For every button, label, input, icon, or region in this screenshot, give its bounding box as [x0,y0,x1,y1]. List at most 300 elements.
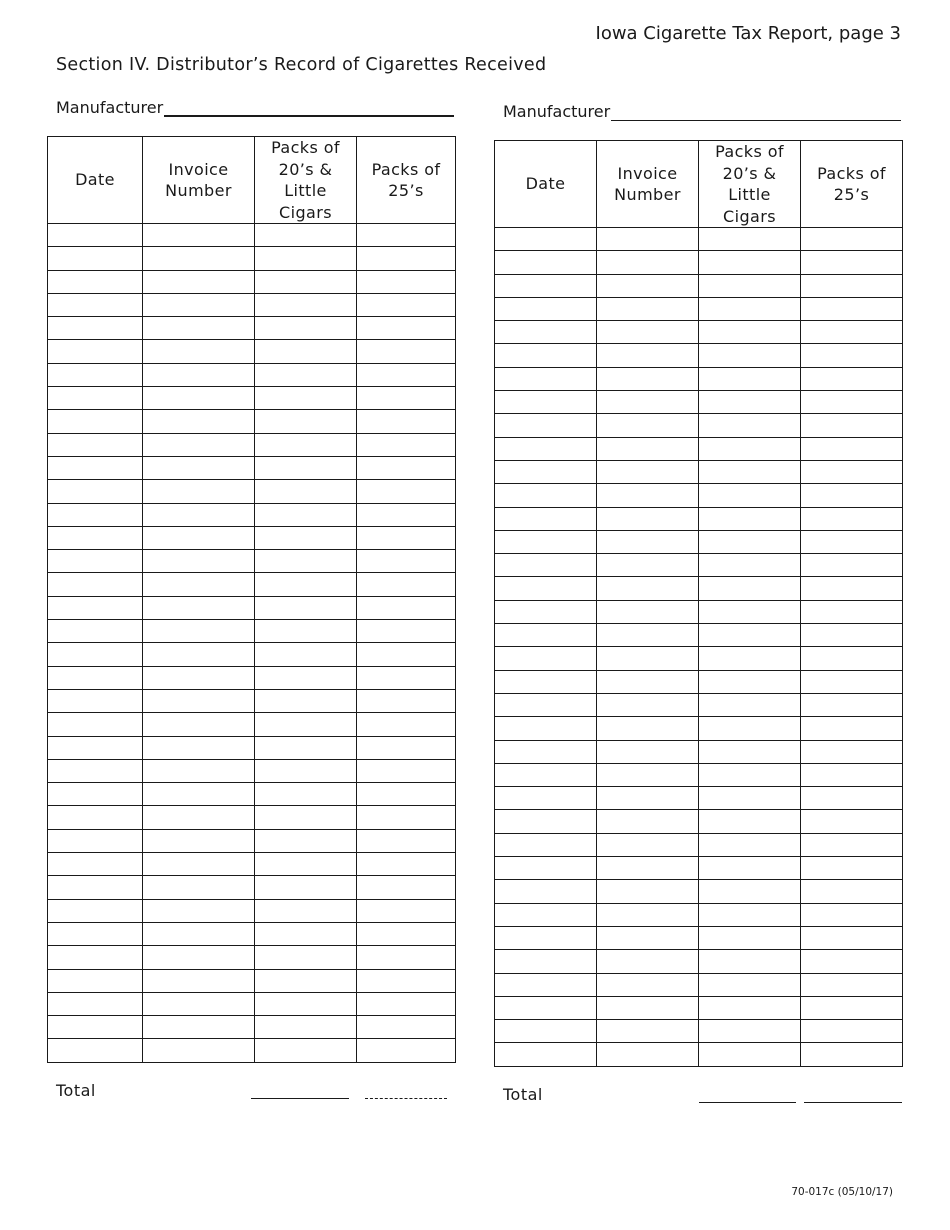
date-cell[interactable] [495,577,597,600]
packs-25s-cell[interactable] [357,829,456,852]
packs-25s-cell[interactable] [801,810,903,833]
invoice-number-cell[interactable] [143,433,255,456]
date-cell[interactable] [48,736,143,759]
packs-20s-cell[interactable] [699,577,801,600]
date-cell[interactable] [495,391,597,414]
date-cell[interactable] [495,647,597,670]
packs-20s-cell[interactable] [255,899,357,922]
invoice-number-cell[interactable] [143,783,255,806]
packs-20s-cell[interactable] [699,344,801,367]
packs-20s-cell[interactable] [699,228,801,251]
date-cell[interactable] [48,1016,143,1039]
date-cell[interactable] [48,270,143,293]
invoice-number-cell[interactable] [597,437,699,460]
packs-25s-cell[interactable] [801,880,903,903]
packs-25s-cell[interactable] [801,857,903,880]
packs-25s-cell[interactable] [357,456,456,479]
date-cell[interactable] [48,224,143,247]
packs-20s-cell[interactable] [255,620,357,643]
packs-20s-cell[interactable] [699,670,801,693]
packs-25s-cell[interactable] [357,573,456,596]
total-packs-25s-field[interactable] [365,1098,447,1099]
packs-20s-cell[interactable] [255,456,357,479]
packs-20s-cell[interactable] [255,550,357,573]
packs-20s-cell[interactable] [255,829,357,852]
date-cell[interactable] [495,857,597,880]
packs-20s-cell[interactable] [255,293,357,316]
packs-25s-cell[interactable] [801,228,903,251]
date-cell[interactable] [48,363,143,386]
packs-20s-cell[interactable] [699,297,801,320]
packs-25s-cell[interactable] [357,759,456,782]
packs-20s-cell[interactable] [255,689,357,712]
date-cell[interactable] [48,759,143,782]
date-cell[interactable] [495,251,597,274]
packs-20s-cell[interactable] [255,992,357,1015]
packs-25s-cell[interactable] [801,717,903,740]
packs-25s-cell[interactable] [357,899,456,922]
invoice-number-cell[interactable] [143,1039,255,1062]
packs-25s-cell[interactable] [357,410,456,433]
packs-25s-cell[interactable] [801,973,903,996]
invoice-number-cell[interactable] [597,880,699,903]
packs-20s-cell[interactable] [699,647,801,670]
invoice-number-cell[interactable] [597,810,699,833]
packs-25s-cell[interactable] [357,317,456,340]
date-cell[interactable] [48,247,143,270]
date-cell[interactable] [48,992,143,1015]
packs-25s-cell[interactable] [357,433,456,456]
date-cell[interactable] [495,787,597,810]
invoice-number-cell[interactable] [143,596,255,619]
packs-25s-cell[interactable] [357,387,456,410]
invoice-number-cell[interactable] [597,670,699,693]
invoice-number-cell[interactable] [143,480,255,503]
date-cell[interactable] [48,573,143,596]
date-cell[interactable] [495,1020,597,1043]
date-cell[interactable] [495,880,597,903]
packs-25s-cell[interactable] [357,596,456,619]
table-row [495,367,903,390]
packs-25s-cell[interactable] [801,740,903,763]
date-cell[interactable] [495,530,597,553]
packs-20s-cell[interactable] [255,526,357,549]
packs-20s-cell[interactable] [255,503,357,526]
packs-20s-cell[interactable] [699,321,801,344]
packs-20s-cell[interactable] [255,1039,357,1062]
packs-20s-cell[interactable] [699,740,801,763]
date-cell[interactable] [495,414,597,437]
packs-25s-cell[interactable] [357,853,456,876]
date-cell[interactable] [495,810,597,833]
packs-25s-cell[interactable] [801,996,903,1019]
packs-25s-cell[interactable] [357,736,456,759]
invoice-number-cell[interactable] [597,554,699,577]
invoice-number-cell[interactable] [143,1016,255,1039]
date-cell[interactable] [48,666,143,689]
date-cell[interactable] [495,484,597,507]
invoice-number-cell[interactable] [597,787,699,810]
invoice-number-cell[interactable] [597,321,699,344]
packs-20s-cell[interactable] [699,437,801,460]
packs-25s-cell[interactable] [357,526,456,549]
packs-20s-cell[interactable] [699,507,801,530]
date-cell[interactable] [48,713,143,736]
packs-20s-cell[interactable] [699,903,801,926]
packs-20s-cell[interactable] [699,880,801,903]
invoice-number-cell[interactable] [597,996,699,1019]
invoice-number-cell[interactable] [597,1043,699,1066]
packs-25s-cell[interactable] [801,251,903,274]
packs-20s-cell[interactable] [255,783,357,806]
invoice-number-cell[interactable] [143,876,255,899]
date-cell[interactable] [495,763,597,786]
date-cell[interactable] [495,717,597,740]
date-cell[interactable] [495,460,597,483]
packs-20s-cell[interactable] [699,414,801,437]
packs-20s-cell[interactable] [255,340,357,363]
invoice-number-cell[interactable] [597,740,699,763]
packs-25s-cell[interactable] [357,363,456,386]
invoice-number-cell[interactable] [597,414,699,437]
invoice-number-cell[interactable] [597,833,699,856]
packs-25s-cell[interactable] [801,530,903,553]
packs-20s-cell[interactable] [699,460,801,483]
packs-25s-cell[interactable] [357,620,456,643]
packs-20s-cell[interactable] [699,857,801,880]
packs-20s-cell[interactable] [255,480,357,503]
invoice-number-cell[interactable] [143,759,255,782]
invoice-number-cell[interactable] [597,647,699,670]
date-cell[interactable] [495,507,597,530]
invoice-number-cell[interactable] [597,274,699,297]
invoice-number-cell[interactable] [597,460,699,483]
packs-25s-cell[interactable] [357,643,456,666]
packs-25s-cell[interactable] [801,554,903,577]
table-row [495,344,903,367]
invoice-number-cell[interactable] [143,713,255,736]
date-cell[interactable] [48,596,143,619]
invoice-number-cell[interactable] [597,693,699,716]
invoice-number-cell[interactable] [597,857,699,880]
packs-25s-cell[interactable] [801,647,903,670]
date-cell[interactable] [48,340,143,363]
invoice-number-cell[interactable] [143,666,255,689]
date-cell[interactable] [48,876,143,899]
packs-20s-cell[interactable] [699,693,801,716]
invoice-number-cell[interactable] [143,922,255,945]
packs-25s-cell[interactable] [801,577,903,600]
packs-20s-cell[interactable] [255,736,357,759]
date-cell[interactable] [495,740,597,763]
invoice-number-cell[interactable] [143,736,255,759]
total-packs-20s-field[interactable] [251,1098,349,1099]
packs-20s-cell[interactable] [255,853,357,876]
manufacturer-input[interactable] [164,95,454,117]
date-cell[interactable] [495,973,597,996]
packs-25s-cell[interactable] [801,367,903,390]
invoice-number-cell[interactable] [597,577,699,600]
invoice-number-cell[interactable] [597,251,699,274]
date-cell[interactable] [495,670,597,693]
date-cell[interactable] [48,387,143,410]
packs-25s-cell[interactable] [801,414,903,437]
invoice-number-cell[interactable] [597,600,699,623]
packs-20s-cell[interactable] [699,717,801,740]
date-cell[interactable] [495,297,597,320]
packs-20s-cell[interactable] [255,806,357,829]
invoice-number-cell[interactable] [597,228,699,251]
packs-20s-cell[interactable] [699,251,801,274]
date-cell[interactable] [48,643,143,666]
packs-20s-cell[interactable] [699,996,801,1019]
date-cell[interactable] [495,554,597,577]
invoice-number-cell[interactable] [143,550,255,573]
invoice-number-cell[interactable] [143,270,255,293]
packs-25s-cell[interactable] [801,787,903,810]
invoice-number-cell[interactable] [597,1020,699,1043]
packs-25s-cell[interactable] [357,666,456,689]
date-cell[interactable] [48,689,143,712]
packs-20s-cell[interactable] [255,573,357,596]
invoice-number-cell[interactable] [143,293,255,316]
invoice-number-cell[interactable] [143,387,255,410]
packs-25s-cell[interactable] [801,670,903,693]
packs-20s-cell[interactable] [699,600,801,623]
invoice-number-cell[interactable] [143,573,255,596]
manufacturer-label: Manufacturer [503,102,611,121]
packs-20s-cell[interactable] [699,530,801,553]
packs-25s-cell[interactable] [801,624,903,647]
packs-25s-cell[interactable] [801,484,903,507]
packs-20s-cell[interactable] [699,624,801,647]
packs-20s-cell[interactable] [699,274,801,297]
packs-20s-cell[interactable] [699,554,801,577]
packs-20s-cell[interactable] [255,387,357,410]
packs-25s-cell[interactable] [357,992,456,1015]
invoice-number-cell[interactable] [597,367,699,390]
date-cell[interactable] [495,228,597,251]
date-cell[interactable] [48,503,143,526]
packs-20s-cell[interactable] [255,247,357,270]
packs-25s-cell[interactable] [357,922,456,945]
packs-20s-cell[interactable] [255,224,357,247]
invoice-number-cell[interactable] [597,507,699,530]
invoice-number-cell[interactable] [597,624,699,647]
invoice-number-cell[interactable] [143,503,255,526]
packs-20s-cell[interactable] [255,1016,357,1039]
packs-20s-cell[interactable] [255,946,357,969]
packs-20s-cell[interactable] [699,787,801,810]
packs-20s-cell[interactable] [699,810,801,833]
invoice-number-cell[interactable] [143,317,255,340]
packs-20s-cell[interactable] [255,643,357,666]
invoice-number-cell[interactable] [143,806,255,829]
packs-20s-cell[interactable] [699,484,801,507]
date-cell[interactable] [495,274,597,297]
invoice-number-cell[interactable] [597,950,699,973]
invoice-number-cell[interactable] [143,689,255,712]
invoice-number-cell[interactable] [143,340,255,363]
packs-25s-cell[interactable] [801,344,903,367]
packs-25s-cell[interactable] [357,876,456,899]
date-cell[interactable] [48,480,143,503]
invoice-number-cell[interactable] [143,853,255,876]
invoice-number-cell[interactable] [143,992,255,1015]
packs-25s-cell[interactable] [801,1020,903,1043]
date-cell[interactable] [48,410,143,433]
date-cell[interactable] [48,317,143,340]
packs-25s-cell[interactable] [801,833,903,856]
packs-20s-cell[interactable] [699,926,801,949]
invoice-number-cell[interactable] [143,224,255,247]
packs-25s-cell[interactable] [801,693,903,716]
date-cell[interactable] [48,456,143,479]
packs-25s-cell[interactable] [357,1039,456,1062]
packs-25s-cell[interactable] [357,806,456,829]
date-cell[interactable] [495,600,597,623]
date-cell[interactable] [48,433,143,456]
packs-25s-cell[interactable] [357,1016,456,1039]
packs-25s-cell[interactable] [801,903,903,926]
packs-25s-cell[interactable] [801,926,903,949]
invoice-number-cell[interactable] [597,763,699,786]
date-cell[interactable] [48,899,143,922]
date-cell[interactable] [48,550,143,573]
invoice-number-cell[interactable] [597,484,699,507]
date-cell[interactable] [495,996,597,1019]
invoice-number-cell[interactable] [143,946,255,969]
packs-25s-cell[interactable] [801,391,903,414]
date-cell[interactable] [495,624,597,647]
date-cell[interactable] [495,367,597,390]
packs-20s-cell[interactable] [255,922,357,945]
invoice-number-cell[interactable] [143,829,255,852]
packs-20s-cell[interactable] [699,763,801,786]
invoice-number-cell[interactable] [597,926,699,949]
packs-20s-cell[interactable] [255,270,357,293]
date-cell[interactable] [495,926,597,949]
packs-25s-cell[interactable] [801,460,903,483]
packs-20s-cell[interactable] [255,969,357,992]
table-row [495,251,903,274]
packs-20s-cell[interactable] [699,833,801,856]
invoice-number-cell[interactable] [597,344,699,367]
invoice-number-cell[interactable] [143,363,255,386]
date-cell[interactable] [48,922,143,945]
date-cell[interactable] [48,829,143,852]
packs-20s-cell[interactable] [699,1020,801,1043]
packs-20s-cell[interactable] [255,317,357,340]
date-cell[interactable] [48,969,143,992]
date-cell[interactable] [48,526,143,549]
packs-25s-cell[interactable] [801,321,903,344]
packs-25s-cell[interactable] [357,969,456,992]
date-cell[interactable] [495,693,597,716]
invoice-number-cell[interactable] [597,391,699,414]
packs-20s-cell[interactable] [699,367,801,390]
date-cell[interactable] [495,950,597,973]
packs-25s-cell[interactable] [801,600,903,623]
packs-25s-cell[interactable] [357,270,456,293]
packs-25s-cell[interactable] [357,340,456,363]
invoice-number-cell[interactable] [143,969,255,992]
date-cell[interactable] [495,833,597,856]
date-cell[interactable] [48,783,143,806]
packs-25s-cell[interactable] [357,689,456,712]
packs-20s-cell[interactable] [255,410,357,433]
invoice-number-cell[interactable] [143,899,255,922]
packs-25s-cell[interactable] [357,550,456,573]
packs-20s-cell[interactable] [699,391,801,414]
packs-25s-cell[interactable] [357,293,456,316]
invoice-number-cell[interactable] [597,903,699,926]
packs-25s-cell[interactable] [357,946,456,969]
date-cell[interactable] [48,946,143,969]
total-packs-25s-field[interactable] [804,1102,902,1103]
invoice-number-cell[interactable] [143,620,255,643]
packs-20s-cell[interactable] [255,876,357,899]
date-cell[interactable] [48,620,143,643]
packs-25s-cell[interactable] [801,297,903,320]
packs-25s-cell[interactable] [357,783,456,806]
packs-25s-cell[interactable] [801,950,903,973]
packs-25s-cell[interactable] [357,480,456,503]
packs-25s-cell[interactable] [801,507,903,530]
packs-25s-cell[interactable] [801,1043,903,1066]
packs-25s-cell[interactable] [801,274,903,297]
invoice-number-cell[interactable] [143,526,255,549]
packs-25s-cell[interactable] [357,247,456,270]
packs-20s-cell[interactable] [255,433,357,456]
packs-20s-cell[interactable] [255,596,357,619]
invoice-number-cell[interactable] [597,297,699,320]
manufacturer-input[interactable] [611,100,901,121]
packs-20s-cell[interactable] [255,666,357,689]
packs-25s-cell[interactable] [801,437,903,460]
packs-25s-cell[interactable] [357,503,456,526]
date-cell[interactable] [48,1039,143,1062]
date-cell[interactable] [48,806,143,829]
date-cell[interactable] [495,903,597,926]
invoice-number-cell[interactable] [143,410,255,433]
invoice-number-cell[interactable] [597,973,699,996]
packs-20s-cell[interactable] [255,759,357,782]
packs-20s-cell[interactable] [699,950,801,973]
date-cell[interactable] [495,1043,597,1066]
packs-25s-cell[interactable] [357,713,456,736]
total-packs-20s-field[interactable] [699,1102,796,1103]
invoice-number-cell[interactable] [597,717,699,740]
table-row [48,480,456,503]
invoice-number-cell[interactable] [143,456,255,479]
date-cell[interactable] [495,437,597,460]
packs-20s-cell[interactable] [255,713,357,736]
packs-20s-cell[interactable] [699,1043,801,1066]
date-cell[interactable] [495,344,597,367]
invoice-number-cell[interactable] [143,247,255,270]
date-cell[interactable] [48,293,143,316]
packs-20s-cell[interactable] [255,363,357,386]
date-cell[interactable] [495,321,597,344]
packs-20s-cell[interactable] [699,973,801,996]
date-cell[interactable] [48,853,143,876]
packs-25s-cell[interactable] [801,763,903,786]
table-row [495,950,903,973]
invoice-number-cell[interactable] [143,643,255,666]
invoice-number-cell[interactable] [597,530,699,553]
packs-25s-cell[interactable] [357,224,456,247]
